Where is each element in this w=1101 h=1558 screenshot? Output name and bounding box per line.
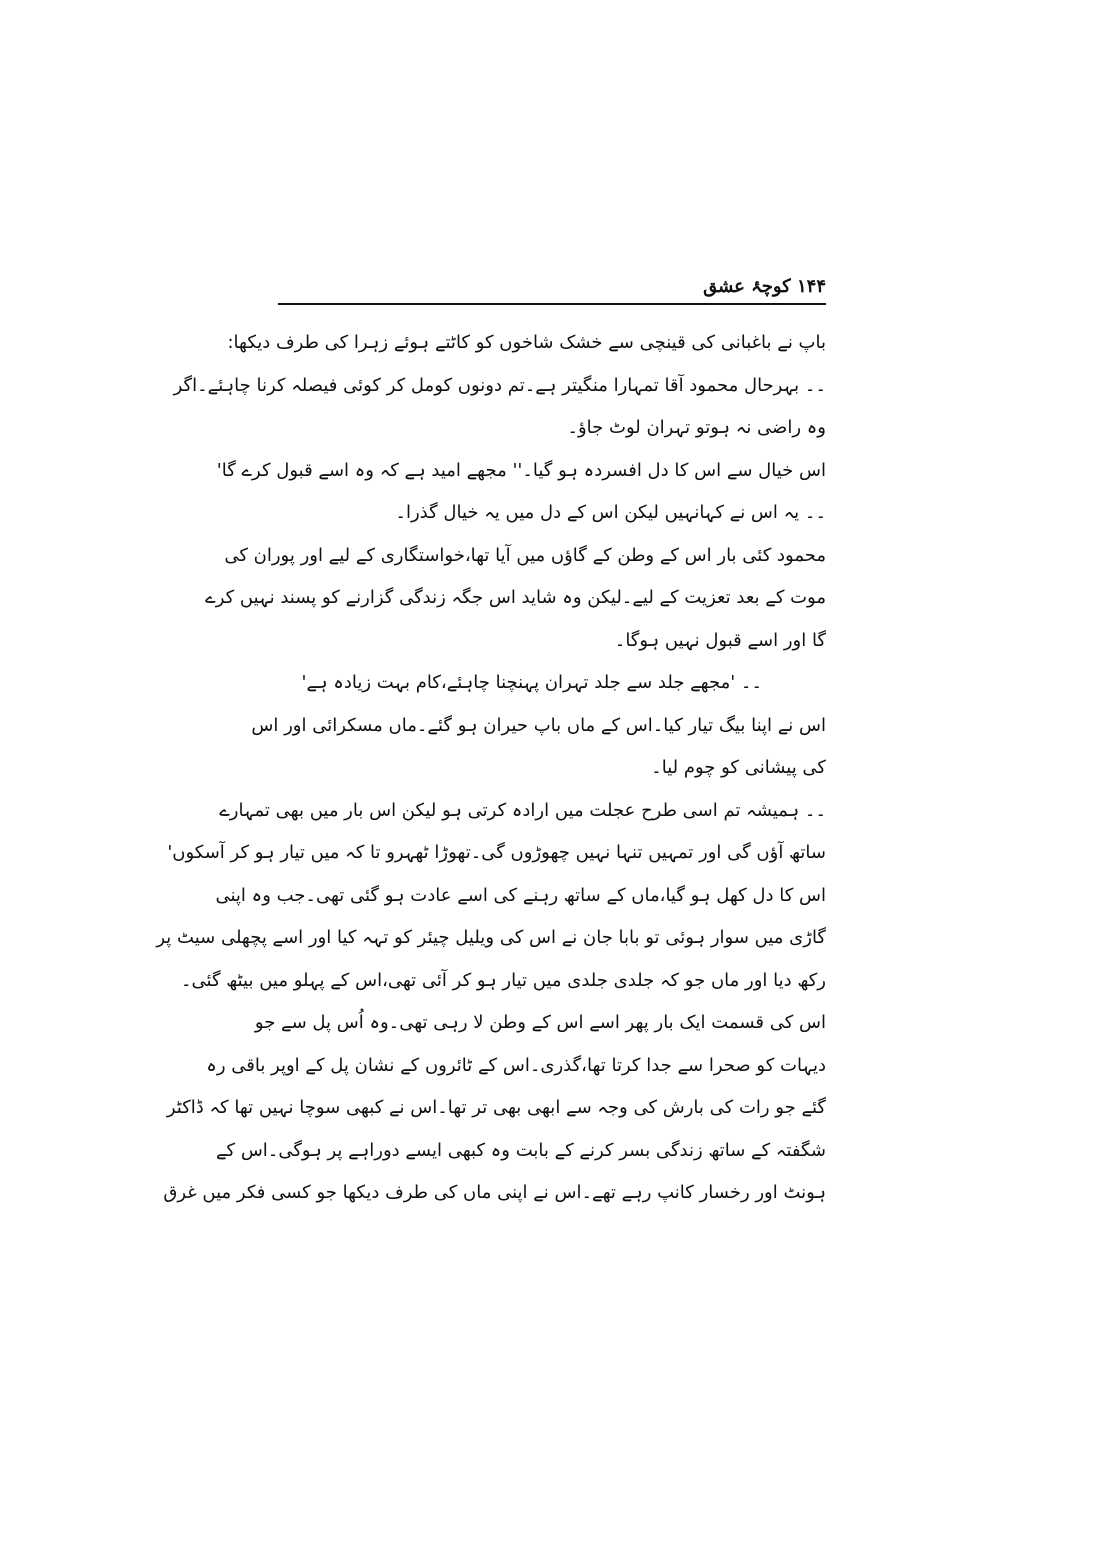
header-title: ۱۴۴ کوچۂ عشق — [703, 276, 826, 297]
text-line: ہونٹ اور رخسار کانپ رہے تھے۔اس نے اپنی ماں کی طرف دیکھا جو کسی فکر میں غرق — [163, 1182, 826, 1203]
page-body — [156, 326, 826, 1219]
text-line: دیہات کو صحرا سے جدا کرتا تھا،گذری۔اس کے ٹائروں کے نشان پل کے اوپر باقی رہ — [206, 1054, 826, 1076]
text-line: موت کے بعد تعزیت کے لیے۔لیکن وہ شاید اس جگہ زندگی گزارنے کو پسند نہیں کرے — [205, 587, 826, 608]
text-line: اس خیال سے اس کا دل افسردہ ہو گیا۔'' مجھے امید ہے کہ وہ اسے قبول کرے گا' — [216, 459, 826, 481]
text-line: ۔۔ ہمیشہ تم اسی طرح عجلت میں ارادہ کرتی ہو لیکن اس بار میں بھی تمہارے — [219, 799, 826, 821]
text-line: باپ نے باغبانی کی قینچی سے خشک شاخوں کو کاٹتے ہوئے زہرا کی طرف دیکھا: — [227, 332, 826, 353]
text-line: محمود کئی بار اس کے وطن کے گاؤں میں آیا تھا،خواستگاری کے لیے اور پوران کی — [224, 544, 826, 566]
text-line: گاڑی میں سوار ہوئی تو بابا جان نے اس کی ویلیل چیئر کو تہہ کیا اور اسے پچھلی سیٹ پر — [156, 927, 826, 948]
running-header — [278, 276, 826, 306]
text-line: شگفتہ کے ساتھ زندگی بسر کرنے کے بابت وہ کبھی ایسے دوراہے پر ہوگی۔اس کے — [216, 1139, 826, 1161]
text-line: رکھ دیا اور ماں جو کہ جلدی جلدی میں تیار ہو کر آئی تھی،اس کے پہلو میں بیٹھ گئی۔ — [180, 969, 826, 991]
text-line: کی پیشانی کو چوم لیا۔ — [651, 757, 826, 778]
text-line: ۔۔ 'مجھے جلد سے جلد تہران پہنچنا چاہئے،کام بہت زیادہ ہے' — [301, 672, 762, 693]
text-line: ۔۔ بہرحال محمود آقا تمہارا منگیتر ہے۔تم دونوں کومل کر کوئی فیصلہ کرنا چاہئے۔اگر — [173, 374, 826, 396]
text-line: گا اور اسے قبول نہیں ہوگا۔ — [614, 629, 826, 651]
text-line: اس نے اپنا بیگ تیار کیا۔اس کے ماں باپ حیران ہو گئے۔ماں مسکرائی اور اس — [251, 714, 826, 736]
text-line: گئے جو رات کی بارش کی وجہ سے ابھی بھی تر تھا۔اس نے کبھی سوچا نہیں تھا کہ ڈاکٹر — [166, 1097, 826, 1118]
text-line: اس کی قسمت ایک بار پھر اسے اس کے وطن لا رہی تھی۔وہ اُس پل سے جو — [254, 1012, 826, 1033]
text-line: ساتھ آؤں گی اور تمہیں تنہا نہیں چھوڑوں گی۔تھوڑا ٹھہرو تا کہ میں تیار ہو کر آسکوں' — [167, 842, 826, 863]
text-line: اس کا دل کھل ہو گیا،ماں کے ساتھ رہنے کی اسے عادت ہو گئی تھی۔جب وہ اپنی — [215, 884, 826, 906]
text-line: وہ راضی نہ ہوتو تہران لوٹ جاؤ۔ — [567, 417, 826, 438]
header-rule — [278, 303, 826, 305]
text-line: ۔۔ یہ اس نے کہانہیں لیکن اس کے دل میں یہ خیال گذرا۔ — [395, 502, 826, 523]
